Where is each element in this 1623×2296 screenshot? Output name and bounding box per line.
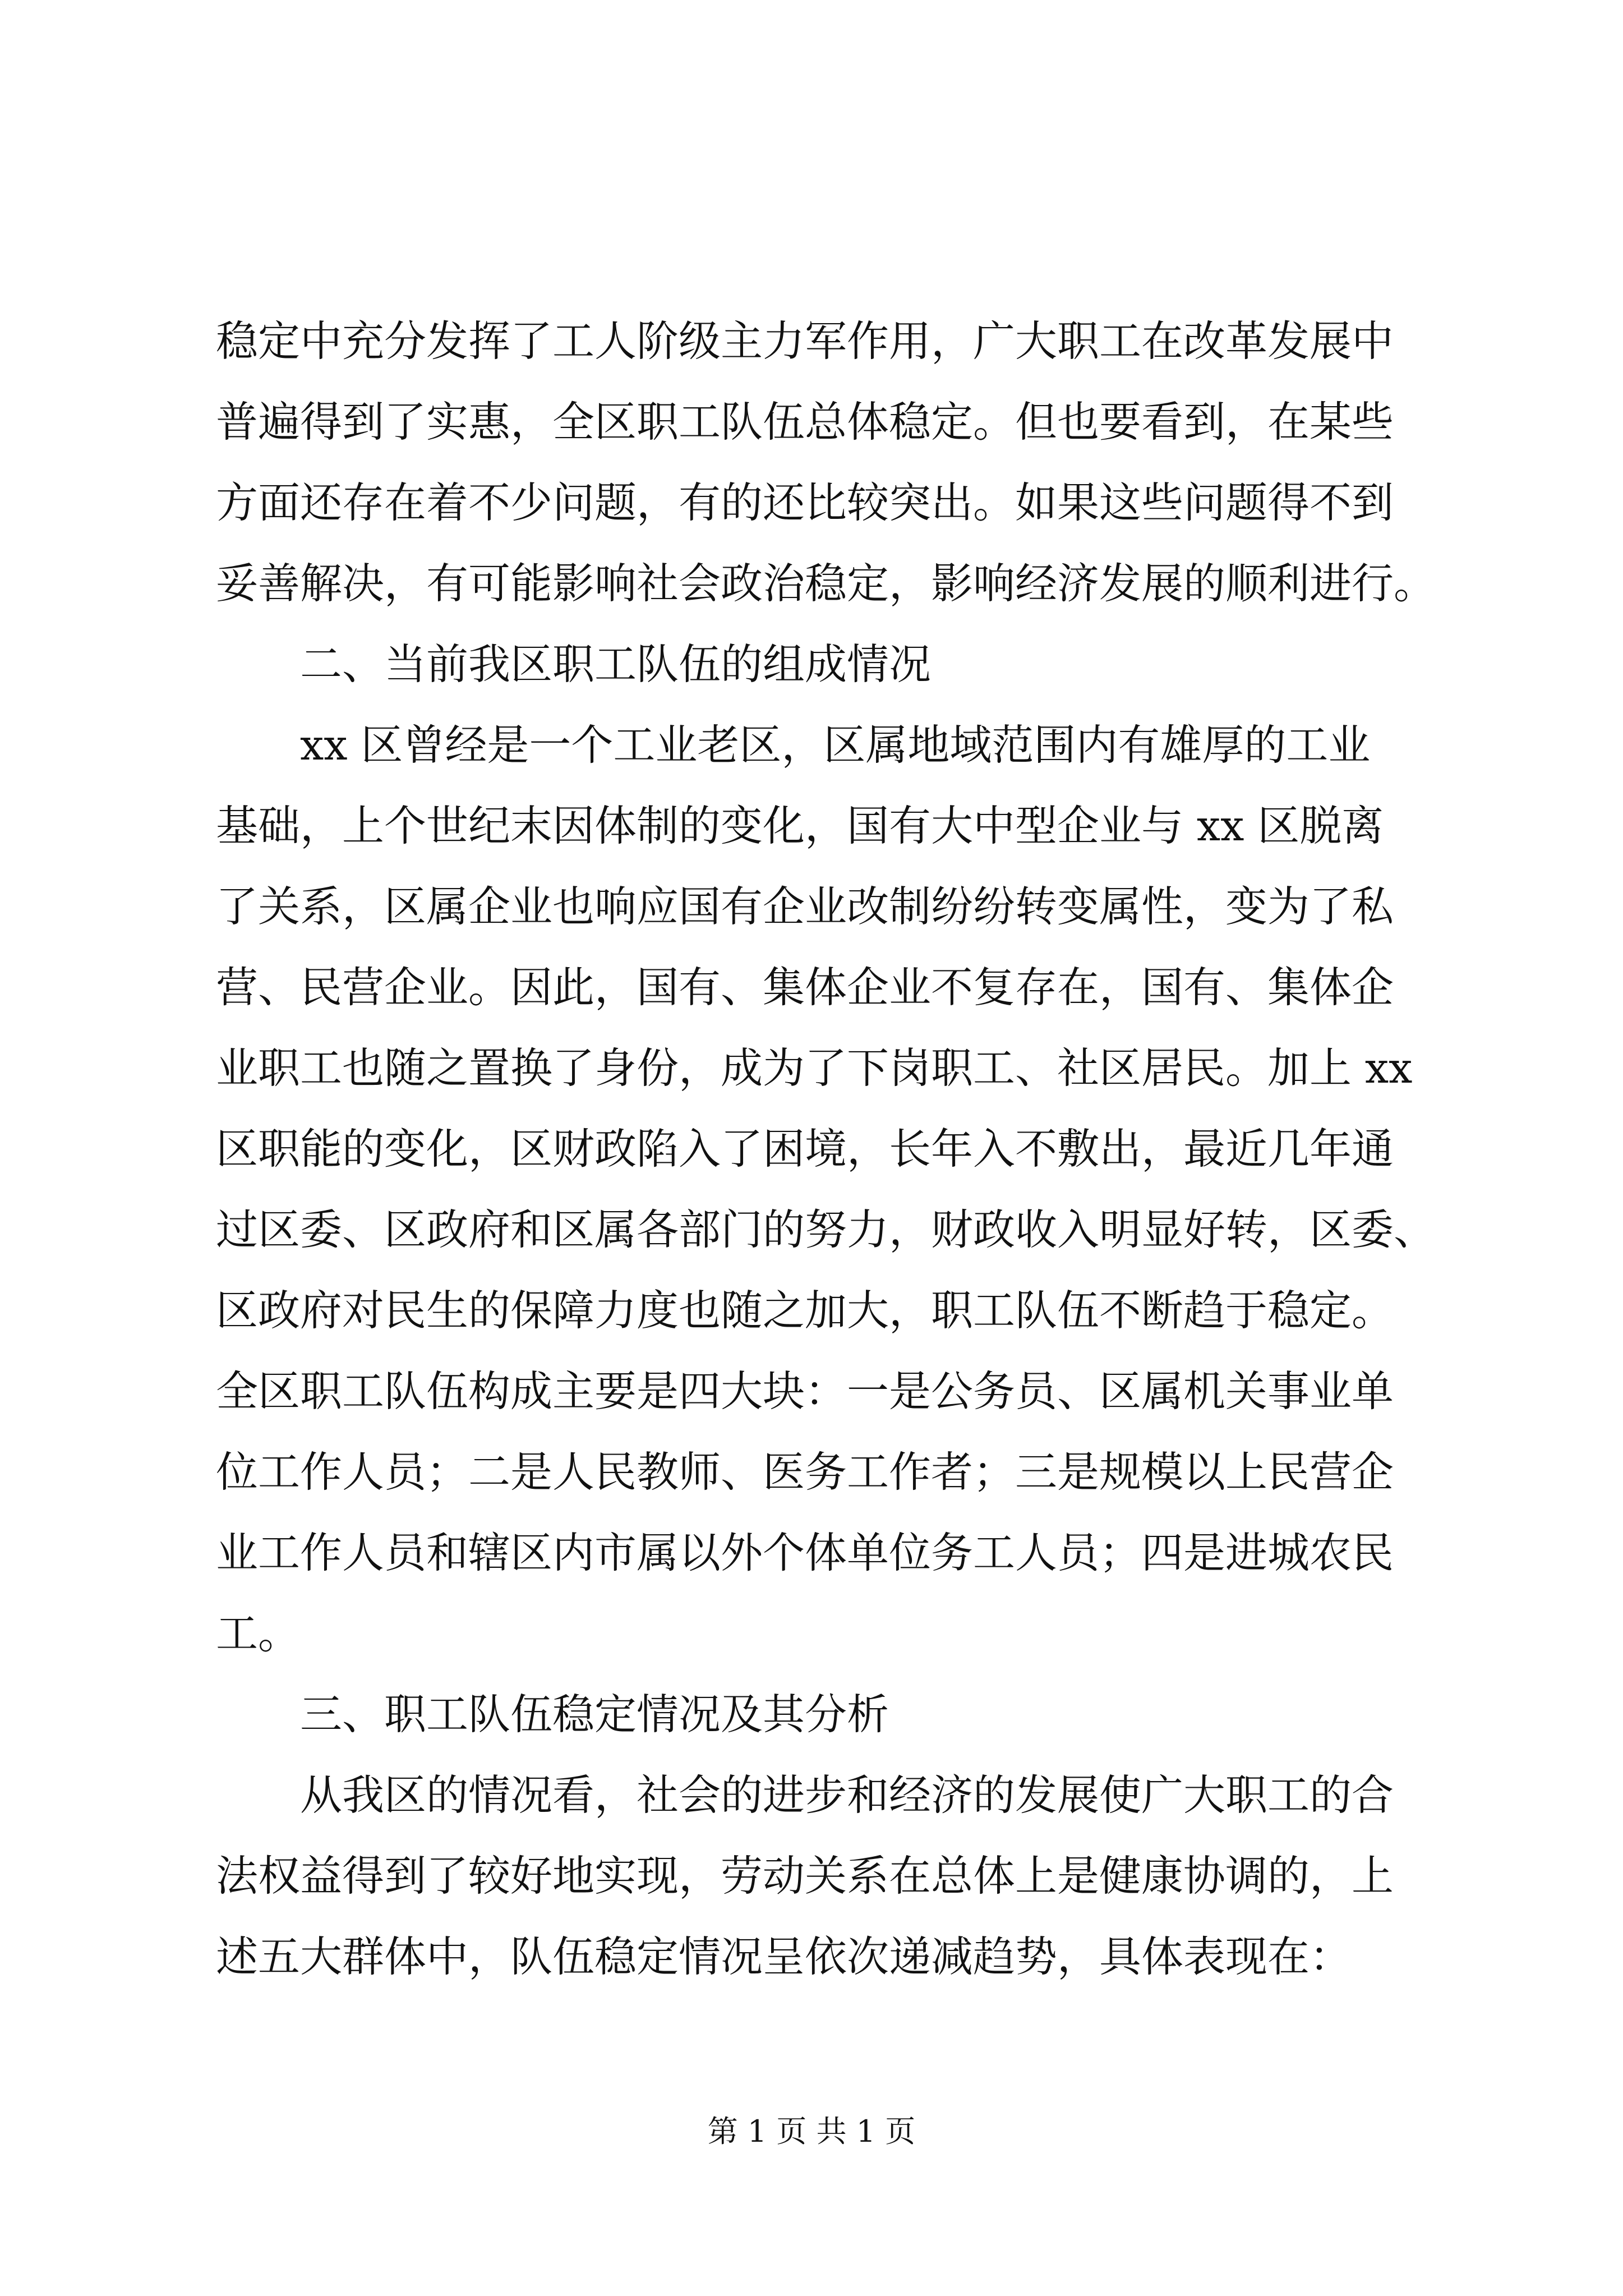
body-line: 方面还存在着不少问题，有的还比较突出。如果这些问题得不到 <box>216 478 1394 527</box>
body-line: 全区职工队伍构成主要是四大块：一是公务员、区属机关事业单 <box>216 1366 1394 1416</box>
body-line: 稳定中充分发挥了工人阶级主力军作用，广大职工在改革发展中 <box>216 316 1394 366</box>
page-footer: 第 1 页 共 1 页 <box>707 2114 916 2149</box>
body-line: 区职能的变化，区财政陷入了困境，长年入不敷出，最近几年通 <box>216 1124 1394 1174</box>
body-line: 从我区的情况看，社会的进步和经济的发展使广大职工的合 <box>300 1770 1394 1820</box>
body-line: 业职工也随之置换了身份，成为了下岗职工、社区居民。加上 xx <box>216 1043 1413 1093</box>
body-line: 位工作人员；二是人民教师、医务工作者；三是规模以上民营企 <box>216 1447 1394 1497</box>
body-line: 普遍得到了实惠，全区职工队伍总体稳定。但也要看到，在某些 <box>216 397 1394 447</box>
section-heading: 二、当前我区职工队伍的组成情况 <box>300 639 932 689</box>
body-line: xx 区曾经是一个工业老区，区属地域范围内有雄厚的工业 <box>300 720 1371 770</box>
body-line: 业工作人员和辖区内市属以外个体单位务工人员；四是进城农民 <box>216 1528 1394 1577</box>
body-line: 区政府对民生的保障力度也随之加大，职工队伍不断趋于稳定。 <box>216 1286 1394 1335</box>
body-line: 工。 <box>216 1609 301 1658</box>
section-heading: 三、职工队伍稳定情况及其分析 <box>300 1690 889 1739</box>
body-line: 过区委、区政府和区属各部门的努力，财政收入明显好转，区委、 <box>216 1205 1436 1254</box>
body-line: 营、民营企业。因此，国有、集体企业不复存在，国有、集体企 <box>216 963 1394 1012</box>
body-line: 基础，上个世纪末因体制的变化，国有大中型企业与 xx 区脱离 <box>216 801 1384 850</box>
body-line: 述五大群体中，队伍稳定情况呈依次递减趋势，具体表现在： <box>216 1932 1352 1981</box>
body-line: 了关系，区属企业也响应国有企业改制纷纷转变属性，变为了私 <box>216 882 1394 931</box>
body-line: 妥善解决，有可能影响社会政治稳定，影响经济发展的顺利进行。 <box>216 559 1436 608</box>
body-line: 法权益得到了较好地实现，劳动关系在总体上是健康协调的，上 <box>216 1851 1394 1901</box>
